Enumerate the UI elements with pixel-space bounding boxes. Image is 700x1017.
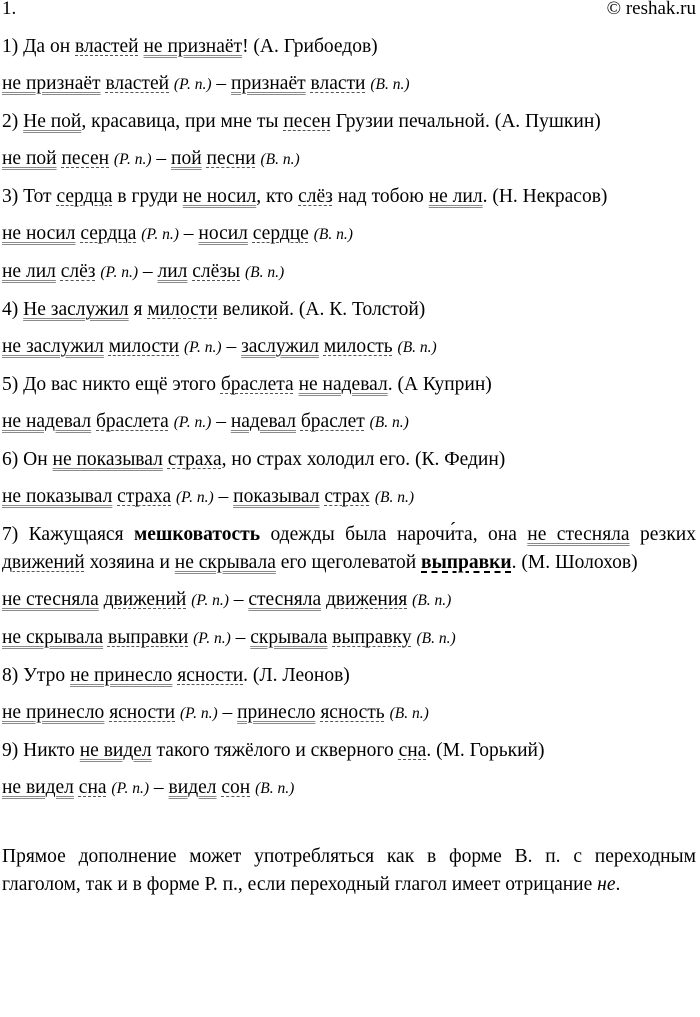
object: милость	[323, 336, 393, 357]
predicate: Не пой	[23, 111, 82, 132]
object: браслета	[220, 374, 294, 395]
object: сон	[221, 777, 251, 798]
predicate: не надевал	[2, 411, 92, 432]
text: 6) Он	[2, 449, 53, 470]
case-label: (Р. п.)	[113, 151, 152, 168]
text: Грузии печальной. (А. Пушкин)	[330, 111, 601, 132]
case-label: (Р. п.)	[100, 264, 138, 281]
case-label: (В. п.)	[369, 414, 409, 431]
object: сердце	[252, 223, 309, 244]
case-label: (В. п.)	[245, 264, 285, 281]
text: такого тяжёлого и скверного	[151, 740, 399, 761]
object: песен	[283, 111, 331, 132]
object: браслет	[300, 411, 365, 432]
case-label: (В. п.)	[260, 151, 300, 168]
text: 2)	[2, 111, 24, 132]
predicate: Не заслужил	[23, 299, 129, 320]
exercise-line	[2, 70, 696, 99]
object: слёзы	[192, 261, 241, 282]
text: –	[228, 589, 249, 610]
exercise-line	[2, 699, 696, 728]
predicate: признаёт	[231, 73, 306, 94]
object: ясности	[177, 665, 244, 686]
text: . (М. Горький)	[426, 740, 545, 761]
text: я	[128, 299, 148, 320]
text: над тобою	[332, 186, 429, 207]
text: 5) До вас никто ещё этого	[2, 374, 221, 395]
predicate: носил	[198, 223, 248, 244]
predicate: не показывал	[2, 486, 113, 507]
object: слёз	[60, 261, 96, 282]
predicate: не надевал	[298, 374, 388, 395]
exercise-line	[2, 220, 696, 249]
predicate: пой	[171, 148, 202, 169]
exercise-line	[2, 408, 696, 437]
predicate: не принесло	[2, 702, 105, 723]
text: –	[217, 702, 238, 723]
exercise-line	[2, 521, 696, 577]
text: –	[211, 73, 232, 94]
text: великой. (А. К. Толстой)	[217, 299, 426, 320]
exercise-line	[2, 446, 696, 474]
case-label: (В. п.)	[416, 630, 456, 647]
predicate: стесняла	[248, 589, 322, 610]
text: 7) Кажущаяся	[2, 524, 134, 545]
predicate: заслужил	[241, 336, 319, 357]
case-label: (Р. п.)	[191, 592, 229, 609]
predicate: не заслужил	[2, 336, 104, 357]
text: 4)	[2, 299, 24, 320]
predicate: надевал	[230, 411, 296, 432]
text: –	[149, 777, 169, 798]
page-header	[0, 0, 696, 22]
text: . (А Куприн)	[387, 374, 492, 395]
object: страх	[324, 486, 370, 507]
object: сердца	[56, 186, 113, 207]
italic-text: не	[597, 874, 616, 895]
object: выправку	[332, 627, 412, 648]
case-label: (Р. п.)	[111, 780, 150, 797]
predicate: принесло	[237, 702, 316, 723]
text: , кто	[256, 186, 299, 207]
object: слёз	[298, 186, 333, 207]
object: браслета	[96, 411, 169, 432]
exercise-content	[2, 33, 696, 908]
exercise-line	[2, 371, 696, 399]
bold-object: выправки	[421, 552, 512, 573]
predicate: не носил	[182, 186, 257, 207]
text: –	[178, 223, 199, 244]
text: 9) Никто	[2, 740, 80, 761]
object: страха	[167, 449, 222, 470]
text: хозяина и	[84, 552, 175, 573]
predicate: не скрывала	[2, 627, 104, 648]
predicate: не стесняла	[527, 524, 630, 545]
predicate: не признаёт	[143, 36, 243, 57]
exercise-line	[2, 737, 696, 765]
text: .	[615, 874, 621, 895]
predicate: не пой	[2, 148, 57, 169]
object: сердца	[80, 223, 137, 244]
object: движений	[103, 589, 187, 610]
object: движения	[326, 589, 408, 610]
predicate: не показывал	[52, 449, 163, 470]
case-label: (Р. п.)	[193, 630, 231, 647]
text: –	[211, 411, 231, 432]
case-label: (В. п.)	[255, 780, 295, 797]
predicate: не видел	[2, 777, 74, 798]
text: ! (А. Грибоедов)	[242, 36, 378, 57]
object: песни	[206, 148, 256, 169]
text: Прямое дополнение может употребляться как в форме В. п. с переходным глаголом, так и в форме Р. п., если переходный глагол имеет отрицание	[2, 846, 696, 895]
text: его щеголеватой	[275, 552, 422, 573]
text: –	[138, 261, 158, 282]
text: , но страх холодил его. (К. Федин)	[221, 449, 506, 470]
object: страха	[117, 486, 172, 507]
case-label: (Р. п.)	[141, 226, 179, 243]
case-label: (В. п.)	[313, 226, 353, 243]
object: сна	[78, 777, 107, 798]
predicate: видел	[168, 777, 217, 798]
predicate: не лил	[428, 186, 483, 207]
exercise-line	[2, 333, 696, 362]
exercise-line	[2, 258, 696, 287]
text: . (М. Шолохов)	[511, 552, 638, 573]
case-label: (В. п.)	[370, 76, 410, 93]
predicate: не лил	[2, 261, 56, 282]
exercise-line	[2, 483, 696, 512]
object: властей	[105, 73, 170, 94]
text: резких	[629, 524, 696, 545]
text: одежды была нарочи́та, она	[260, 524, 528, 545]
text: , красавица, при мне ты	[81, 111, 284, 132]
case-label: (В. п.)	[374, 489, 414, 506]
text: –	[221, 336, 242, 357]
exercise-line	[2, 662, 696, 690]
object: властей	[75, 36, 139, 57]
conclusion-paragraph	[2, 843, 696, 899]
object: песен	[61, 148, 110, 169]
case-label: (Р. п.)	[176, 489, 214, 506]
exercise-line	[2, 624, 696, 653]
predicate: не носил	[2, 223, 76, 244]
predicate: показывал	[233, 486, 320, 507]
case-label: (В. п.)	[412, 592, 452, 609]
copyright: © reshak.ru	[606, 0, 696, 19]
text: –	[213, 486, 234, 507]
case-label: (Р. п.)	[179, 705, 218, 722]
predicate: не признаёт	[2, 73, 101, 94]
predicate: лил	[157, 261, 188, 282]
object: ясности	[109, 702, 176, 723]
predicate: не скрывала	[174, 552, 276, 573]
case-label: (Р. п.)	[183, 339, 222, 356]
text: . (Н. Некрасов)	[482, 186, 608, 207]
text: в груди	[112, 186, 183, 207]
object: милости	[108, 336, 180, 357]
text: 3) Тот	[2, 186, 57, 207]
exercise-line	[2, 774, 696, 803]
object: ясность	[320, 702, 385, 723]
exercise-number: 1.	[2, 0, 17, 19]
predicate: не принесло	[70, 665, 173, 686]
case-label: (Р. п.)	[173, 414, 212, 431]
exercise-line	[2, 586, 696, 615]
object: сна	[398, 740, 427, 761]
text: 1) Да он	[2, 36, 76, 57]
exercise-line	[2, 183, 696, 211]
text: –	[151, 148, 172, 169]
case-label: (В. п.)	[389, 705, 429, 722]
object: власти	[310, 73, 366, 94]
predicate: не стесняла	[2, 589, 99, 610]
object: милости	[147, 299, 218, 320]
predicate: скрывала	[250, 627, 328, 648]
predicate: не видел	[79, 740, 152, 761]
exercise-line	[2, 296, 696, 324]
text: . (Л. Леонов)	[243, 665, 350, 686]
text: 8) Утро	[2, 665, 71, 686]
object: движений	[2, 552, 85, 573]
exercise-line	[2, 145, 696, 174]
exercise-line	[2, 33, 696, 61]
case-label: (Р. п.)	[173, 76, 212, 93]
text: –	[230, 627, 251, 648]
object: выправки	[107, 627, 189, 648]
exercise-line	[2, 108, 696, 136]
case-label: (В. п.)	[397, 339, 437, 356]
bold-word: мешковатость	[133, 524, 261, 545]
